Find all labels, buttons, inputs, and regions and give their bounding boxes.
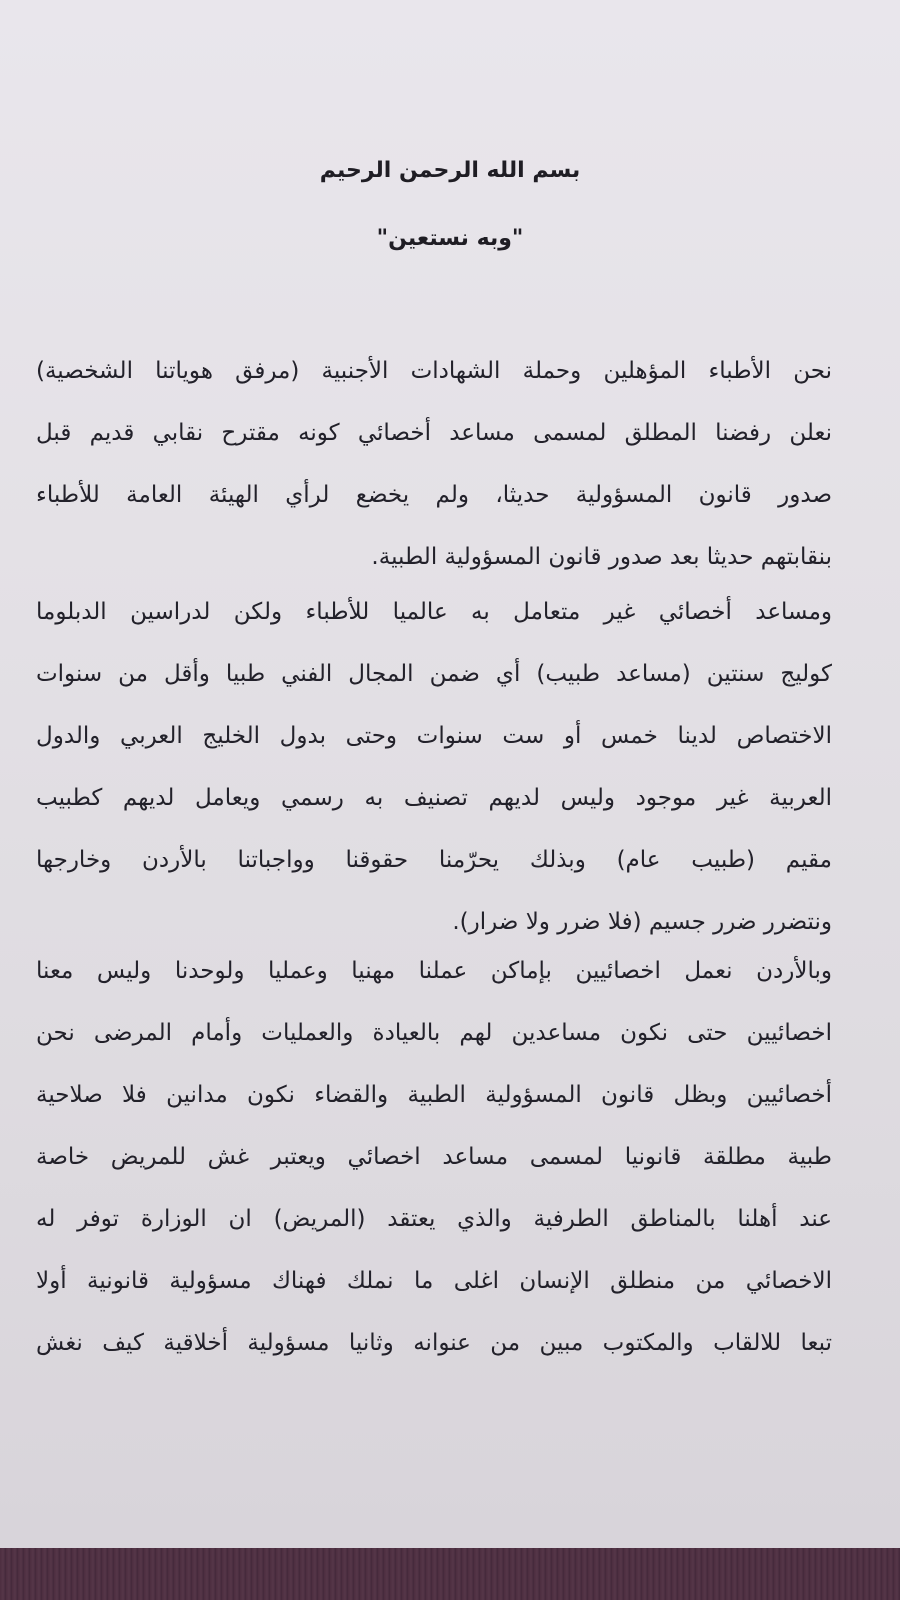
paragraph-1	[36, 340, 832, 588]
basmala-heading: بسم الله الرحمن الرحيم	[319, 158, 581, 183]
paragraph-line: الاخصائي من منطلق الإنسان اغلى ما نملك فهناك مسؤولية قانونية أولا	[36, 1268, 832, 1294]
paragraph-line: كوليج سنتين (مساعد طبيب) أي ضمن المجال الفني طبيا وأقل من سنوات	[36, 661, 832, 687]
paragraph-line: اخصائيين حتى نكون مساعدين لهم بالعيادة والعمليات وأمام المرضى نحن	[36, 1020, 832, 1046]
subtitle-heading: "وبه نستعين"	[376, 226, 524, 251]
paragraph-line: تبعا للالقاب والمكتوب مبين من عنوانه وثانيا مسؤولية أخلاقية كيف نغش	[36, 1330, 832, 1356]
paragraph-3	[36, 940, 832, 1374]
paragraph-line: نعلن رفضنا المطلق لمسمى مساعد أخصائي كونه مقترح نقابي قديم قبل	[36, 420, 832, 446]
paragraph-line: وبالأردن نعمل اخصائيين بإماكن عملنا مهنيا وعمليا ولوحدنا وليس معنا	[36, 958, 832, 984]
paragraph-2	[36, 581, 832, 953]
paragraph-line: أخصائيين وبظل قانون المسؤولية الطبية والقضاء نكون مدانين فلا صلاحية	[36, 1082, 832, 1108]
paragraph-line: صدور قانون المسؤولية حديثا، ولم يخضع لرأي الهيئة العامة للأطباء	[36, 482, 832, 508]
paragraph-line: نحن الأطباء المؤهلين وحملة الشهادات الأجنبية (مرفق هوياتنا الشخصية)	[36, 358, 832, 384]
paragraph-line: ونتضرر ضرر جسيم (فلا ضرر ولا ضرار).	[452, 909, 832, 935]
paragraph-line: ومساعد أخصائي غير متعامل به عالميا للأطباء ولكن لدراسين الدبلوما	[36, 599, 832, 625]
paragraph-line: عند أهلنا بالمناطق الطرفية والذي يعتقد (المريض) ان الوزارة توفر له	[36, 1206, 832, 1232]
paragraph-line: العربية غير موجود وليس لديهم تصنيف به رسمي ويعامل لديهم كطبيب	[36, 785, 832, 811]
paragraph-line: بنقابتهم حديثا بعد صدور قانون المسؤولية الطبية.	[371, 544, 832, 570]
paragraph-line: الاختصاص لدينا خمس أو ست سنوات وحتى بدول الخليج العربي والدول	[36, 723, 832, 749]
paragraph-line: طبية مطلقة قانونيا لمسمى مساعد اخصائي ويعتبر غش للمريض خاصة	[36, 1144, 832, 1170]
paragraph-line: مقيم (طبيب عام) وبذلك يحرّمنا حقوقنا وواجباتنا بالأردن وخارجها	[36, 847, 832, 873]
background-fabric	[0, 1548, 900, 1600]
